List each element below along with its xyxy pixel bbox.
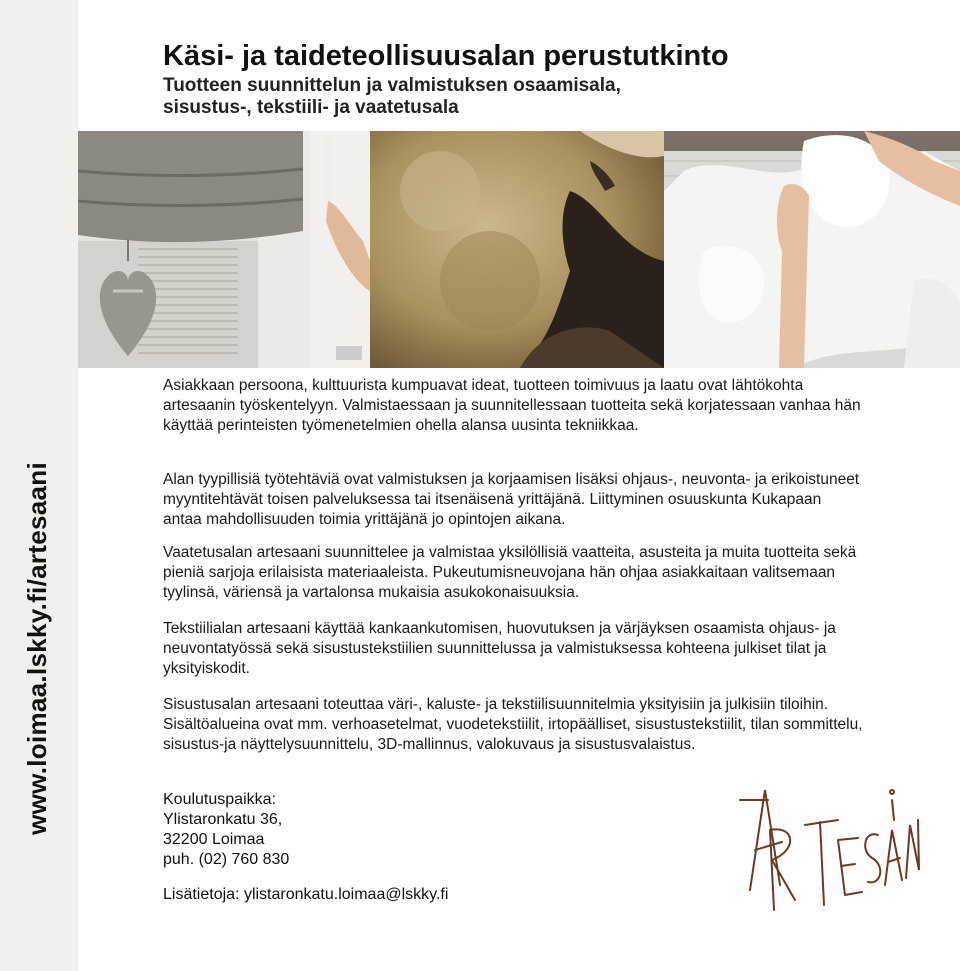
page-subtitle: [163, 75, 621, 119]
paragraph-textile: Tekstiilialan artesaani käyttää kankaankutomisen, huovutuksen ja värjäyksen osaamista ohjaus- ja neuvontatyössä sekä sisustustekstiilien suunnittelussa ja valmistuksessa kohteena julkiset tilat ja yksityiskodit.: [163, 620, 836, 677]
website-url[interactable]: www.loimaa.lskky.fi/artesaani: [22, 462, 52, 835]
photo-roman-blind: [78, 131, 370, 368]
page-title: Käsi- ja taideteollisuusalan perustutkinto: [163, 40, 729, 72]
artesaani-signature-logo: [720, 770, 920, 925]
paragraph-work-tasks: Alan tyypillisiä työtehtäviä ovat valmistuksen ja korjaamisen lisäksi ohjaus-, neuvonta- ja erikoistuneet myyntitehtävät toisen palveluksessa tai itsenäisenä yrittäjänä. Liittyminen osuuskunta Kukapaan antaa mahdollisuuden toimia yrittäjänä jo opintojen aikana.: [163, 471, 860, 528]
paragraph-intro: Asiakkaan persoona, kulttuurista kumpuavat ideat, tuotteen toimivuus ja laatu ovat lähtökohta artesaanin työskentelyyn. Valmistaessaan ja suunnitellessaan tuotteita sekä korjatessaan vanhaa hän käyttää perinteisten työmenetelmien ohella alansa uusinta tekniikkaa.: [163, 377, 861, 434]
contact-street: Ylistaronkatu 36,: [163, 811, 283, 828]
contact-address: [163, 790, 289, 870]
subtitle-line-2: sisustus-, tekstiili- ja vaatetusala: [163, 97, 459, 118]
contact-info-email[interactable]: Lisätietoja: ylistaronkatu.loimaa@lskky.fi: [163, 886, 449, 903]
paragraph-interior: Sisustusalan artesaani toteuttaa väri-, kaluste- ja tekstiilisuunnitelmia yksityisiin ja julkisiin tiloihin. Sisältöalueina ovat mm. verhoasetelmat, vuodetekstiilit, irtopäälliset, sisustustekstiilit, tilan sommittelu, sisustus-ja näyttelysuunnittelu, 3D-mallinnus, valokuvaus ja sisustusvalaistus.: [163, 696, 863, 753]
photo-art-painting: [370, 131, 664, 368]
contact-label: Koulutuspaikka:: [163, 791, 276, 808]
photo-strip: [78, 131, 960, 368]
subtitle-line-1: Tuotteen suunnittelun ja valmistuksen osaamisala,: [163, 75, 621, 96]
paragraph-clothing: Vaatetusalan artesaani suunnittelee ja valmistaa yksilöllisiä vaatteita, asusteita ja muita tuotteita sekä pieniä sarjoja erilaisista materiaaleista. Pukeutumisneuvojana hän ohjaa asiakkaitaan valitsemaan tyylinsä, väriensä ja vartalonsa mukaisia asukokonaisuuksia.: [163, 544, 857, 601]
photo-weaving: [664, 131, 960, 368]
contact-postal: 32200 Loimaa: [163, 831, 265, 848]
contact-phone: puh. (02) 760 830: [163, 851, 290, 868]
sidebar: [0, 0, 78, 971]
